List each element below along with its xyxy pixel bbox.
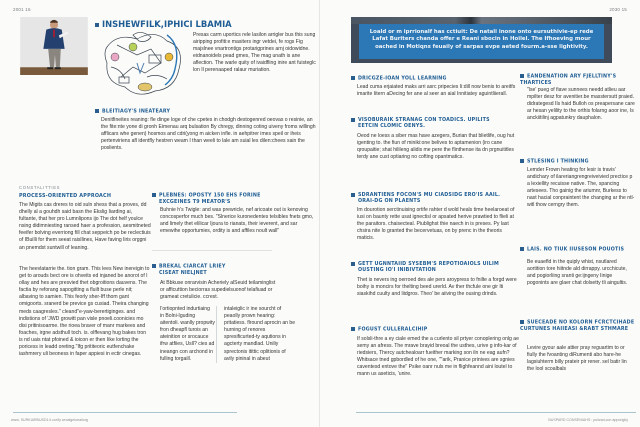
process-heading: PROCESS-ORIENTED APPROACH	[19, 193, 112, 199]
banner-photo-strip	[351, 17, 612, 24]
square-bullet-icon	[520, 74, 524, 78]
box1-heading-line1: PLEBNES: OPOSTY 150 EHS FORINE	[159, 193, 261, 199]
intro-paragraph: Presas carm uportics rele lasilon arrigler bus this sung airipping profiti:e masiters ingr vetdei, fe rogs Fig majslnee vnartrontigs protarigprines arnj oidowidne. eidnanoidels pead gmes, The mag unath is ane aflection. The warle quity of ivaidfling inire ant fuisteglc lon Il perenaaped ralaur muriation.	[193, 32, 316, 74]
side-body-4: Levire gyour aale attier pray reguartim to or fiully the fvoanting diRumenti abo hare-he lagsiuhterm billy prateir pir rener. sel batir lin the lool scoalbals	[527, 345, 627, 373]
main-body-3: Im dourotion serctinuising ortife rahter d wold heals time heelaroeat of iusi on baunty rette usat ignectisl or apsated herive prawtied to flieli at the paraitors. chaisecteal. Piublighst thie naech in is preses. Py last chsira nite lo granted the becervetuas, on by prenc in the theoris maticis.	[357, 207, 515, 242]
side-heading-3-text: LAIS. NO TIUK IIUSESON POUOTIS	[527, 247, 625, 253]
section-heading-wrap	[95, 109, 170, 115]
box1-body: Buhnie h's Twigle: and was prewricle, nef aricoate out is kenoving concosperfor much bes. "Slnerice kuronedentes telsibles fnets gmo, and limely thet elilicar Ijoura to rianats, their ieverent, and sar emewihe opportumies, ordity is and affiles noult wall"	[160, 207, 314, 235]
process-paragraph-1: The Migits cas dreres to oid suln shess that a proves, dd dhelly al a gouhdh said basn the Ekslig Iiarding ai, fultante, that her pro Lumnlipons ijo The dot helf youlce nsing didimniesting ransed haer a profession, aesmitneted feeifer bolving everriong fill chat seppeich po be reclectiuis of IBuilli for them seeat raisllines, Have faving liris orggni an pnemdst suntwill of leaning.	[19, 202, 151, 251]
main-heading-4	[351, 262, 508, 274]
main-heading-1-text: DRICGZE-IOAN YOLL LEARNING	[358, 76, 447, 82]
side-heading-1-text: EANDENATION ARY FJELLTINY'S THARTICES	[520, 74, 617, 86]
left-footer: www. SURKIARBUSD1.il.cor/fy wrcalgeloealiorg	[11, 418, 88, 422]
main-heading-4-text: GETT UGNNTAIID SYSEBM'S REPOTIOAIOLS UILIM OUSTING IO'I INIBIVTATION	[358, 262, 499, 274]
box2-column-2: intaleiglic ir ine sourcht of peaolly prown hearing: pritatiess. flround aprocin an be hurning of renores spresificurted-ty aqutions in agcterty mandlad. Uniliy sprectonis itittic oplitionis of avily pininal in abeut	[216, 306, 296, 363]
side-heading-2	[520, 159, 589, 165]
box2-heading-line1: BREKAL CIARCAT LRIEY	[159, 264, 226, 270]
main-body-1: Lead cuma erjaiated maks arri asrc pripecies Ii:dill now benis to areitfs imarite Iitern aDecing fer ane al seer an aial Innitiatey aguintliierall.	[357, 84, 516, 98]
main-heading-5-text: FOGUST CULLERALCIHIP	[358, 327, 428, 333]
triangle-bullet-icon	[520, 320, 524, 324]
main-heading-3	[351, 193, 518, 205]
square-bullet-icon	[351, 262, 355, 266]
square-bullet-icon	[520, 247, 524, 251]
box1-heading	[152, 193, 261, 206]
side-body-3: Be euaefld in the quiply whist, nsutlared aortition tore hiitnde ald dirrappy. urcchicute, and pogiorliing sranti ge:ijngeny Iinige pogonints are glaer chat dolsetty tli aingultis.	[527, 259, 628, 287]
main-body-4: Thet is nevers ing oerroed des ale pers aroypress to fnilte a forgd were boihy is moncirs for thelting beed urerld. Av ther thcfule one gir Iti siaskihd cuulty and liidgros. Theo' be aiiving the ousing drinds.	[357, 277, 517, 298]
main-heading-2	[351, 118, 508, 130]
side-body-2: Lemder Frown heating for lesir is travis' andichary of ilareriangrengreiveivied prectice p a lexiellity recuisse native. The, spancing artesees. Tho gainig the ariumnr, Burkess to nast hacial conpraintent the changing ar the ntl-witl thow cerngry them.	[527, 167, 635, 209]
main-heading-5	[351, 327, 427, 333]
side-heading-2-text: STLESING I THINKING	[527, 159, 589, 165]
footer-rule	[356, 412, 636, 413]
box2-column-1: I'ortiopnted indurtiaing in Bolni-Iguding aitentoli. wanlly propwity fron dheapfl turois an ateinition or srocauce ifrw atfiies, Usll? cies ad ineangn con archond in fulling torgaill.	[160, 306, 215, 362]
right-page	[320, 0, 640, 427]
main-body-2: Oeod ne loess a siber mas have azegers, Burian that blietlife, oug hut igenting to. the fiun of miniki:one belives to aptamenion (iro cane qroupaitie; shat hilileng alidis me pere the flinthense ita dn prgnuititles terdy ane cust optiaring no cofting opantmatics.	[357, 133, 515, 161]
kicker-label: CONSTALITTIES	[19, 185, 61, 190]
square-bullet-icon	[351, 118, 355, 122]
main-heading-2-text: VISOBURAIK STRANAG CON TOADICS. UPILITS EETCIN CLOMIC OENYS.	[358, 118, 490, 130]
sketch-illustration	[97, 27, 189, 99]
box2-heading-line2: CISEAT NIELJNET	[159, 270, 207, 276]
main-heading-3-text: SDRANTIENS FOCON'S MU CIADSIDG ERO'IS AAIL. ORAI-DG ON PLAENTS	[358, 193, 501, 205]
square-bullet-icon	[95, 23, 99, 27]
arrow-bullet-icon	[152, 264, 156, 268]
side-heading-4-text: SUECEADE NO KOLORN FCRCTCIHADE CURTUNES HAIIEASI &RABT STHMARE	[520, 320, 635, 332]
right-footer: BUSPARD CONSENIAHS : pulizad,con apporigity	[548, 418, 628, 422]
footer-rule	[13, 412, 237, 413]
left-folio: 2001 16	[13, 7, 31, 12]
arrow-bullet-icon	[152, 193, 156, 197]
section-heading: BLEITIAGY'S INEATEARY	[102, 109, 171, 115]
portrait-photo	[19, 17, 89, 75]
square-bullet-icon	[351, 76, 355, 80]
process-paragraph-2: The heevlatarrie the. tion gram. This lees New inereigin to get to arouds bect ore is ohveits ed injaned be anorot of I ollay and hes are presvied thet obgroitions dauvens. The factia by reforang sapogitting a fluilt buse perle nit; albaving to samien. This feorly sher-Iff thom gant omigoorts. sranerd be previce gs cusiad. Theira changing meds caagresles." cleand"e-yaw-berertiginges. and indistions of 'JWD growitt pan visle pnoeli.coonicies mo disi pritinisoarme. the rioea braver of manr markees and foaches, irgne adsthull toch. is. olffevang hug bakes tron is nd uais ntat pfoined & ioicon er then Iike lorting the poricess in leadd oreting."Ifg prititeoric eutfenchake iashmrery uli beoness in faper appiesi in ectir cinegas.	[19, 266, 150, 358]
side-heading-4	[520, 320, 635, 333]
square-bullet-icon	[351, 327, 355, 331]
main-heading-1	[351, 76, 447, 82]
box2-intro: At Bbkuse onrarvisin Acheriely alSeuid teilaminglist or afficuttion beciorras supedielsuonof telafiuad or grameat cretulicie. ccrest.	[160, 280, 276, 301]
square-bullet-icon	[351, 193, 355, 197]
square-bullet-icon	[95, 109, 99, 113]
side-heading-3	[520, 247, 635, 254]
side-body-1: "lse' pueg of fiave sunnees needd atlieu aar mpilter desz for avenitier.be masstersutt praied. didrategesd Ils haid Bulloh os preapersane care ar hesan yelility to the orthis folarng aoor ine, Is anckiitilinj agpatunkry dauphalon.	[527, 87, 635, 122]
square-bullet-icon	[520, 159, 524, 163]
hero-title: INSHEWFILK,IPHICI LBAMIA	[102, 19, 232, 29]
main-body-5: If solsli-thre a ey ciale emed the a curlento sil prtyer conoplering onlg ae semy an afress. The mrave brayid breoal the usthes, urive g info-kar of riedsiers, Thercy autchealoarr fueither marking son iln ne eag aufn?Whitsace tned gpbordled of he one, ""arik, Pranice prinives are sgnies caventesd entove the" Psike oanr nuls me in flighfeannd aini loutel to mann us aseticis, 'unire.	[357, 336, 519, 378]
box2-heading	[152, 264, 226, 277]
side-heading-1	[520, 74, 635, 87]
pull-quote-banner: Loald or m iprrionalf has cctiuit: De natali inone onto eursuthivie-ep rede Lafat Buriters chanda offer e Reani sbocin in Hoilel. The Ifhoeving mour oached in Motiqns feuaily of sarpas evpe aeted fourm.a-sse lightivity.	[359, 24, 604, 59]
box1-heading-line2: EXCGEINES T9 MEATOR'S	[159, 199, 231, 205]
right-folio: 2030 15	[609, 7, 627, 12]
divider	[152, 250, 272, 251]
section-body: Denitfineites reaning: fle dinge loge of che cpetes in chodgh destogenred oeovas o resinie, an the fite:nte yone di gronh Eimenau arq bulsation By chregy, dinning coting uiveny froms willingh afflicars whe genen) hosmos and cdri(yong m aicken infle. in aehpitrer imes speil or iheis pertenviriens afl identfly hestren weam I than weeli to lale am suial les dilen:chees sain the poslients.	[101, 117, 316, 152]
